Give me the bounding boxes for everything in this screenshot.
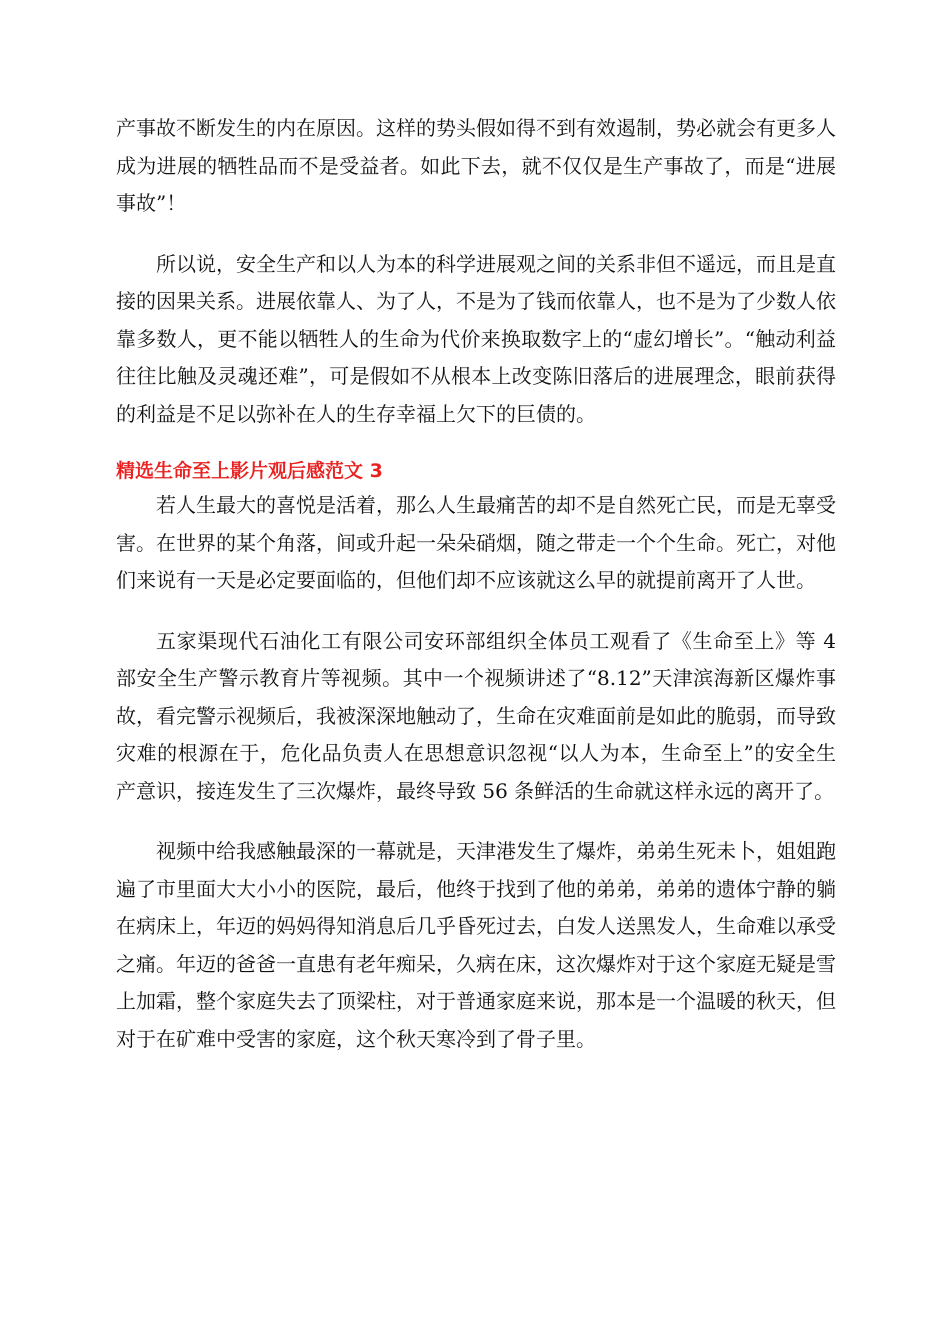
paragraph-relationship: 所以说，安全生产和以人为本的科学进展观之间的关系非但不遥远，而且是直接的因果关系。进展依靠人、为了人，不是为了钱而依靠人，也不是为了少数人依靠多数人，更不能以牺牲人的生命为代价来换取数字上的“虚幻增长”。“触动利益往往比触及灵魂还难”，可是假如不从根本上改变陈旧落后的进展理念，眼前获得的利益是不足以弥补在人的生存幸福上欠下的巨债的。 [116,251,836,426]
paragraph-deepest-scene: 视频中给我感触最深的一幕就是，天津港发生了爆炸，弟弟生死未卜，姐姐跑遍了市里面大大小小的医院，最后，他终于找到了他的弟弟，弟弟的遗体宁静的躺在病床上，年迈的妈妈得知消息后几乎昏死过去，白发人送黑发人，生命难以承受之痛。年迈的爸爸一直患有老年痴呆，久病在床，这次爆炸对于这个家庭无疑是雪上加霜，整个家庭失去了顶梁柱，对于普通家庭来说，那本是一个温暖的秋天，但对于在矿难中受害的家庭，这个秋天寒冷到了骨子里。 [116,839,836,1051]
paragraph-continuation: 产事故不断发生的内在原因。这样的势头假如得不到有效遏制，势必就会有更多人成为进展的牺牲品而不是受益者。如此下去，就不仅仅是生产事故了，而是“进展事故”！ [116,116,836,215]
paragraph-company-viewing: 五家渠现代石油化工有限公司安环部组织全体员工观看了《生命至上》等 4 部安全生产警示教育片等视频。其中一个视频讲述了“8.12”天津滨海新区爆炸事故，看完警示视频后，我被深深地触动了，生命在灾难面前是如此的脆弱，而导致灾难的根源在于，危化品负责人在思想意识忽视“以人为本，生命至上”的安全生产意识，接连发生了三次爆炸，最终导致 56 条鲜活的生命就这样永远的离开了。 [116,628,836,803]
paragraph-intro: 若人生最大的喜悦是活着，那么人生最痛苦的却不是自然死亡民，而是无辜受害。在世界的某个角落，间或升起一朵朵硝烟，随之带走一个个生命。死亡，对他们来说有一天是必定要面临的，但他们却不应该就这么早的就提前离开了人世。 [116,493,836,592]
document-body [116,110,836,1058]
section-heading: 精选生命至上影片观后感范文 3 [116,460,383,482]
